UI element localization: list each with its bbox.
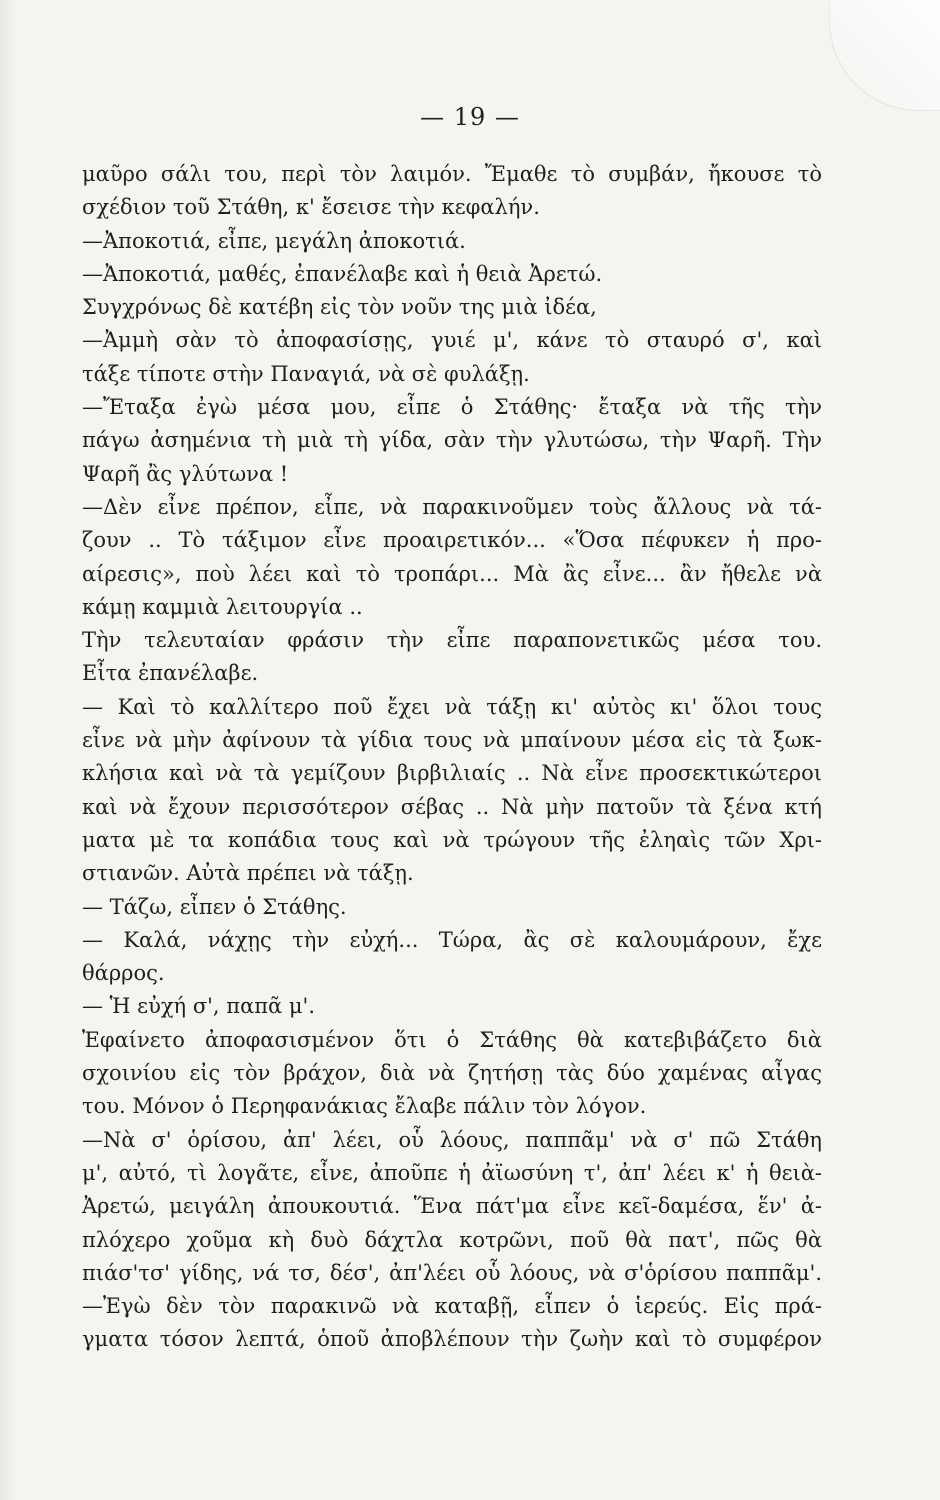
text-line: Ἀρετώ, μειγάλη ἀπουκουτιά. Ἕνα πάτ'μα εἶνε κεῖ-δαμέσα, ἕν' ἀ- bbox=[82, 1194, 822, 1219]
text-line: Τὴν τελευταίαν φράσιν τὴν εἶπε παραπονετικῶς μέσα του. bbox=[82, 628, 822, 653]
body-text bbox=[82, 158, 822, 1357]
text-line: Ψαρῆ ἂς γλύτωνα ! bbox=[82, 461, 289, 486]
text-line: μ', αὐτό, τὶ λογᾶτε, εἶνε, ἀποῦπε ἡ ἀϊωσύνη τ', ἀπ' λέει κ' ἡ θειὰ- bbox=[82, 1160, 822, 1185]
text-line: —Ἐγὼ δὲν τὸν παρακινῶ νὰ καταβῇ, εἶπεν ὁ ἱερεύς. Εἰς πρά- bbox=[82, 1294, 822, 1319]
text-line: σχέδιον τοῦ Στάθη, κ' ἔσεισε τὴν κεφαλήν. bbox=[82, 195, 540, 220]
text-line: — Τάζω, εἶπεν ὁ Στάθης. bbox=[82, 894, 347, 919]
text-line: εἶνε νὰ μὴν ἀφίνουν τὰ γίδια τους νὰ μπαίνουν μέσα εἰς τὰ ξωκ- bbox=[82, 728, 822, 753]
text-line: στιανῶν. Αὐτὰ πρέπει νὰ τάξῃ. bbox=[82, 861, 414, 886]
text-line: — Ἡ εὐχή σ', παπᾶ μ'. bbox=[82, 994, 316, 1019]
text-line: —Δὲν εἶνε πρέπον, εἶπε, νὰ παρακινοῦμεν τοὺς ἄλλους νὰ τά- bbox=[82, 494, 822, 519]
text-line: αίρεσις», ποὺ λέει καὶ τὸ τροπάρι... Μὰ ἂς εἶνε... ἂν ἤθελε νὰ bbox=[82, 561, 822, 586]
text-line: —Νὰ σ' ὁρίσου, ἀπ' λέει, οὗ λόους, παππᾶμ' νὰ σ' πῶ Στάθη bbox=[82, 1127, 822, 1152]
text-line: κάμῃ καμμιὰ λειτουργία .. bbox=[82, 594, 363, 619]
text-line: τάξε τίποτε στὴν Παναγιά, νὰ σὲ φυλάξῃ. bbox=[82, 361, 530, 386]
text-line: —Ἀμμὴ σὰν τὸ ἀποφασίσῃς, γυιέ μ', κάνε τὸ σταυρό σ', καὶ bbox=[82, 328, 822, 353]
text-line: μαῦρο σάλι του, περὶ τὸν λαιμόν. Ἔμαθε τὸ συμβάν, ἤκουσε τὸ bbox=[82, 162, 822, 186]
text-line: ζουν .. Τὸ τάξιμον εἶνε προαιρετικόν... «Ὅσα πέφυκεν ἡ προ- bbox=[82, 528, 822, 553]
text-line: του. Μόνον ὁ Περηφανάκιας ἔλαβε πάλιν τὸν λόγον. bbox=[82, 1094, 647, 1119]
text-line: πλόχερο χοῦμα κὴ δυὸ δάχτλα κοτρῶνι, ποῦ θὰ πατ', πῶς θὰ bbox=[82, 1227, 822, 1252]
text-line: γματα τόσον λεπτά, ὁποῦ ἀποβλέπουν τὴν ζωὴν καὶ τὸ συμφέρον bbox=[82, 1327, 822, 1352]
text-line: —Ἔταξα ἐγὼ μέσα μου, εἶπε ὁ Στάθης· ἔταξα νὰ τῆς τὴν bbox=[82, 395, 822, 420]
text-line: πάγω ἀσημένια τὴ μιὰ τὴ γίδα, σὰν τὴν γλυτώσω, τὴν Ψαρῆ. Τὴν bbox=[82, 428, 822, 453]
text-line: Ἐφαίνετο ἀποφασισμένον ὅτι ὁ Στάθης θὰ κατεβιβάζετο διὰ bbox=[82, 1027, 822, 1052]
text-line: καὶ νὰ ἔχουν περισσότερον σέβας .. Νὰ μὴν πατοῦν τὰ ξένα κτή bbox=[82, 794, 822, 819]
text-line: Εἶτα ἐπανέλαβε. bbox=[82, 661, 259, 686]
text-line: — Καλά, νάχῃς τὴν εὐχή... Τώρα, ἂς σὲ καλουμάρουν, ἔχε bbox=[82, 927, 822, 952]
page-corner bbox=[829, 0, 940, 111]
text-line: κλήσια καὶ νὰ τὰ γεμίζουν βιρβιλιαίς .. Νὰ εἶνε προσεκτικώτεροι bbox=[82, 761, 822, 786]
text-line: —Ἀποκοτιά, μαθές, ἐπανέλαβε καὶ ἡ θειὰ Ἀρετώ. bbox=[82, 261, 603, 286]
text-line: —Ἀποκοτιά, εἶπε, μεγάλη ἀποκοτιά. bbox=[82, 228, 466, 253]
text-line: ματα μὲ τα κοπάδια τους καὶ νὰ τρώγουν τῆς ἐληαὶς τῶν Χρι- bbox=[82, 827, 822, 852]
text-line: σχοινίου εἰς τὸν βράχον, διὰ νὰ ζητήσῃ τὰς δύο χαμένας αἶγας bbox=[82, 1061, 822, 1086]
text-line: — Καὶ τὸ καλλίτερο ποῦ ἔχει νὰ τάξῃ κι' αὐτὸς κι' ὅλοι τους bbox=[82, 694, 822, 719]
text-line: Συγχρόνως δὲ κατέβη εἰς τὸν νοῦν της μιὰ ἰδέα, bbox=[82, 295, 597, 320]
text-line: πιάσ'τσ' γίδης, νά τσ, δέσ', ἀπ'λέει οὗ λόους, νὰ σ'ὁρίσου παππᾶμ'. bbox=[82, 1260, 822, 1285]
spine-shadow bbox=[0, 0, 18, 1500]
page-number: — 19 — bbox=[420, 103, 520, 131]
text-line: θάρρος. bbox=[82, 961, 165, 986]
